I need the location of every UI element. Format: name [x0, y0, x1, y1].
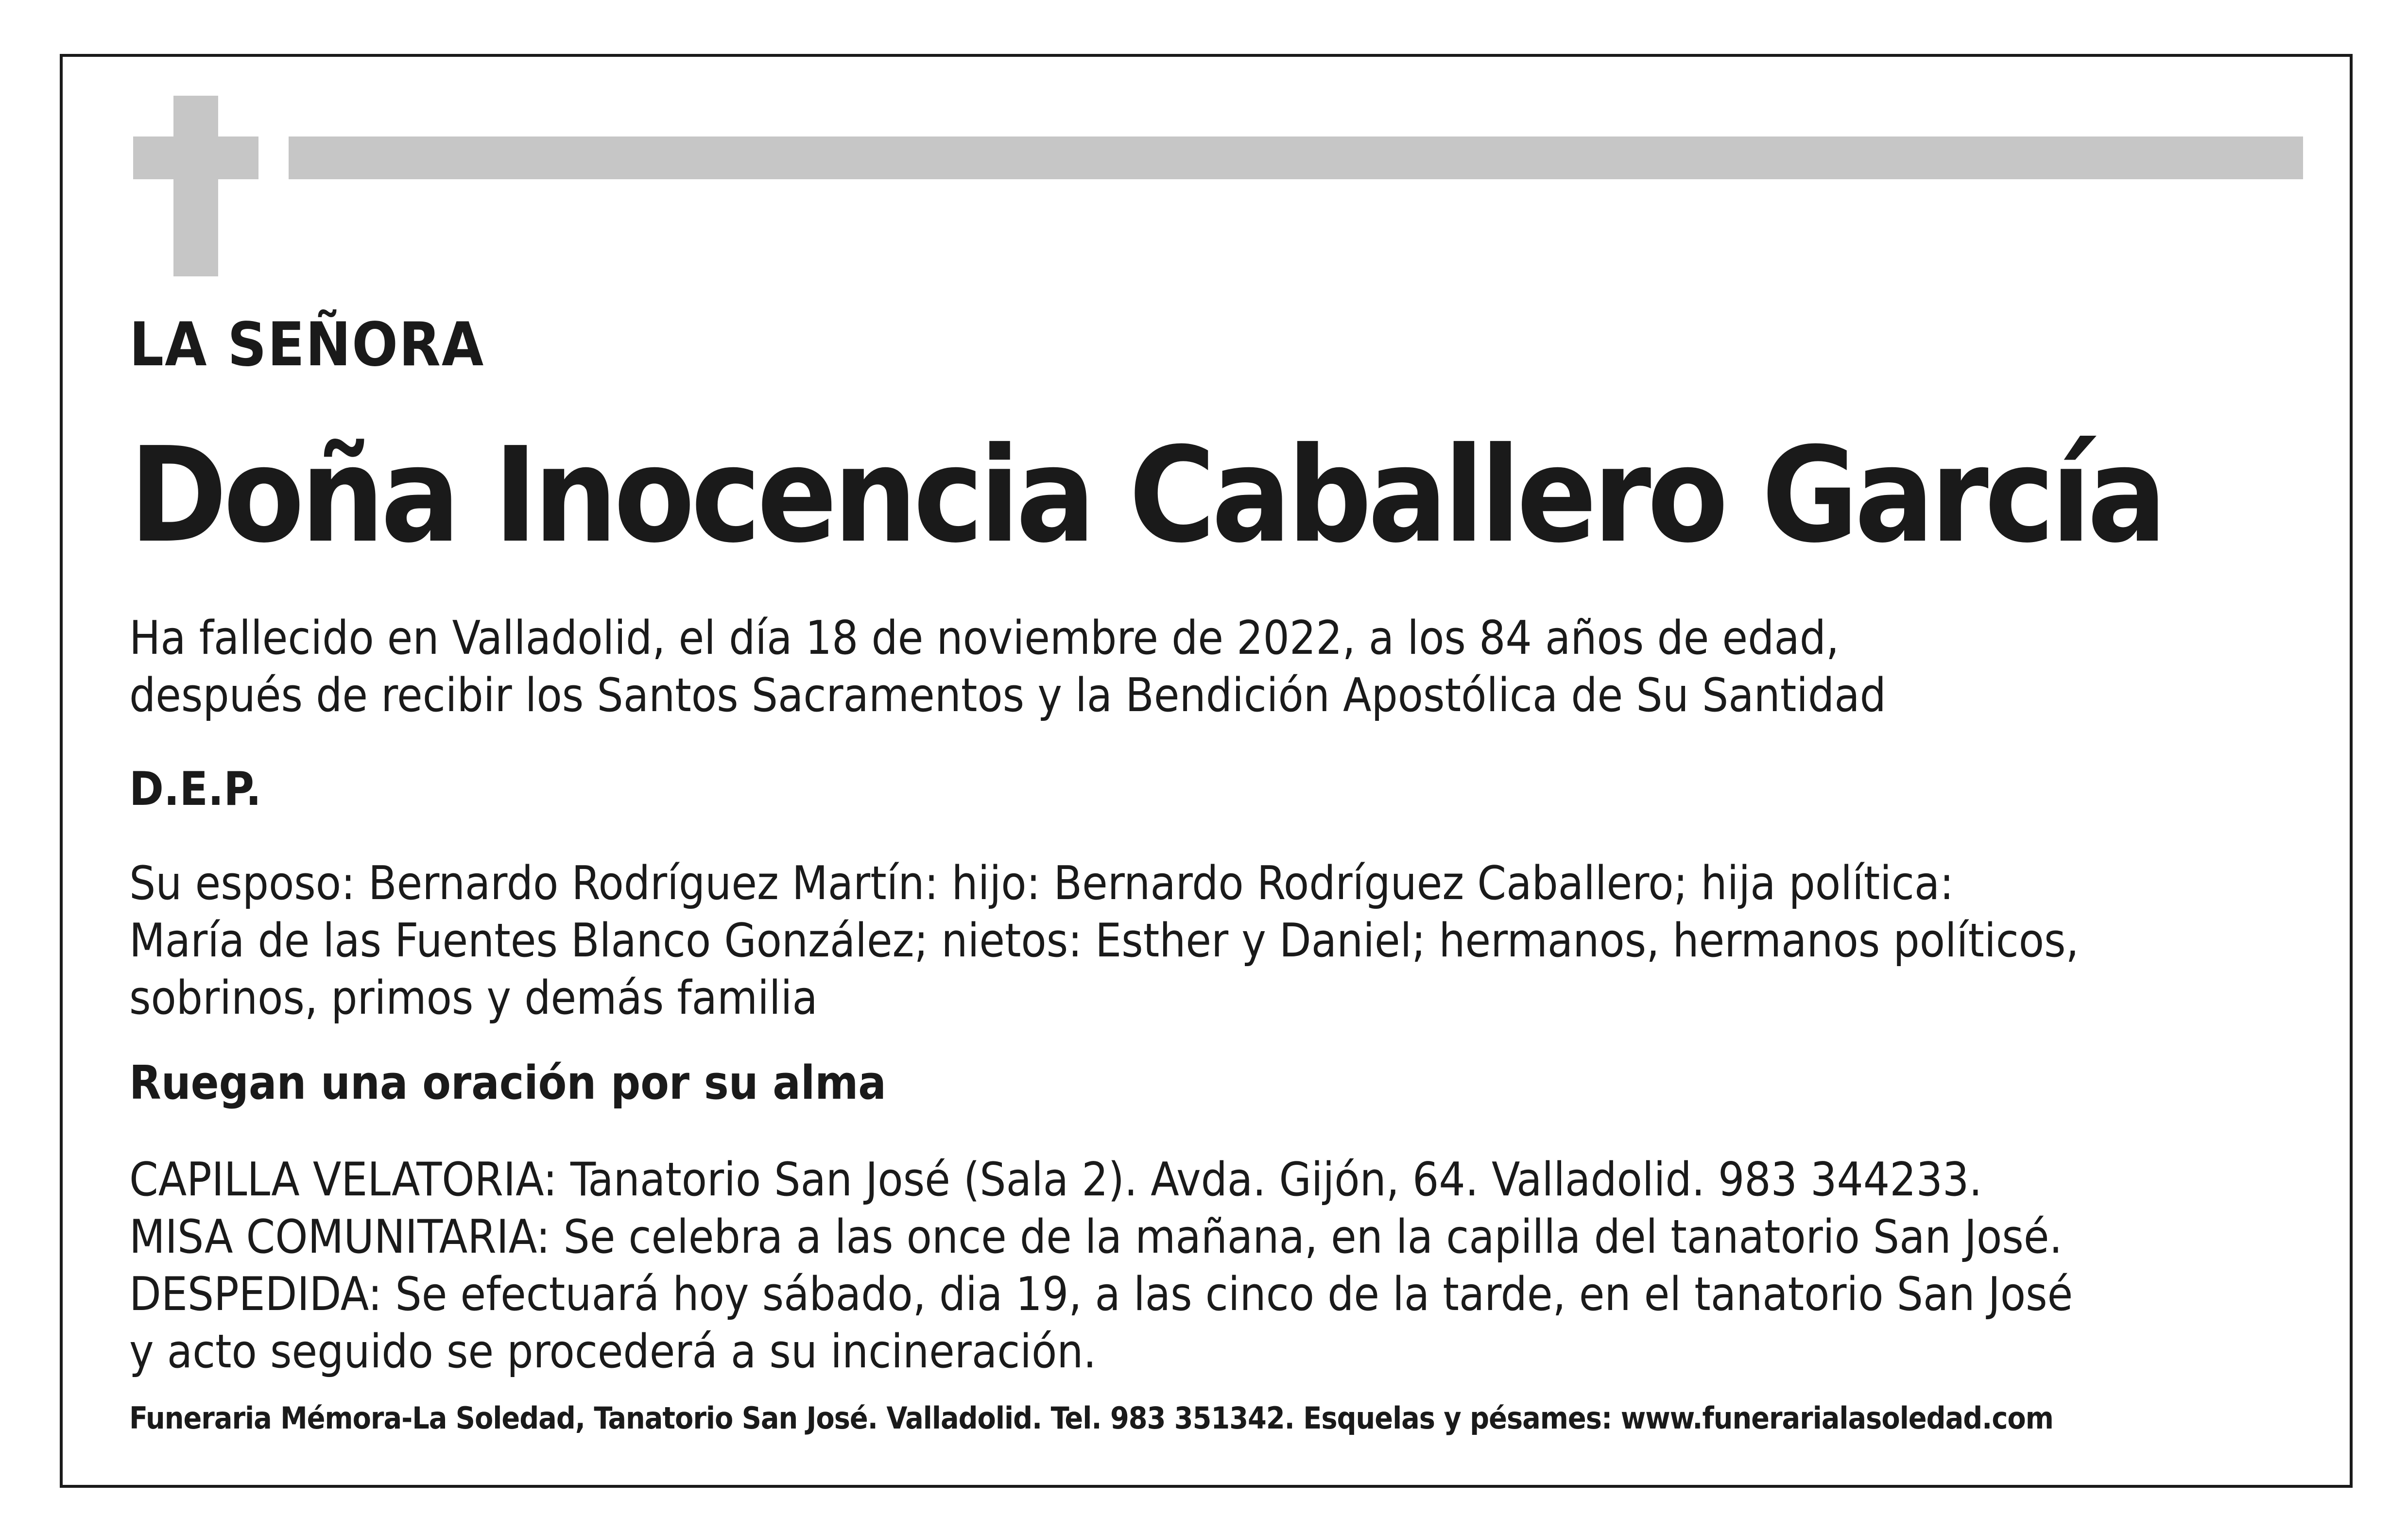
death-announcement	[129, 610, 1886, 724]
death-line: después de recibir los Santos Sacramentos y la Bendición Apostólica de Su Santidad	[129, 669, 1886, 722]
service-line: MISA COMUNITARIA: Se celebra a las once de la mañana, en la capilla del tanatorio San José.	[129, 1210, 2063, 1264]
cross-horizontal-bar	[133, 136, 258, 179]
service-details	[129, 1151, 2073, 1380]
header-rule	[289, 136, 2303, 179]
title-label: LA SEÑORA	[129, 310, 485, 380]
service-line: y acto seguido se procederá a su incineración.	[129, 1325, 1097, 1379]
service-line: DESPEDIDA: Se efectuará hoy sábado, dia 19, a las cinco de la tarde, en el tanatorio San José	[129, 1268, 2073, 1321]
dep-label: D.E.P.	[129, 763, 261, 816]
family-line: sobrinos, primos y demás familia	[129, 971, 818, 1025]
funeral-home-footer: Funeraria Mémora-La Soledad, Tanatorio San José. Valladolid. Tel. 983 351342. Esquelas y pésames: www.funerarialasoledad.com	[129, 1400, 2053, 1436]
family-line: María de las Fuentes Blanco González; nietos: Esther y Daniel; hermanos, hermanos políticos,	[129, 914, 2079, 968]
death-line: Ha fallecido en Valladolid, el día 18 de noviembre de 2022, a los 84 años de edad,	[129, 612, 1840, 665]
deceased-name: Doña Inocencia Caballero García	[129, 419, 2163, 572]
family-line: Su esposo: Bernardo Rodríguez Martín: hijo: Bernardo Rodríguez Caballero; hija política:	[129, 857, 1954, 910]
family-list	[129, 855, 2079, 1027]
prayer-request: Ruegan una oración por su alma	[129, 1056, 886, 1110]
service-line: CAPILLA VELATORIA: Tanatorio San José (Sala 2). Avda. Gijón, 64. Valladolid. 983 344233.	[129, 1153, 1982, 1207]
cross-vertical-bar	[173, 96, 218, 276]
